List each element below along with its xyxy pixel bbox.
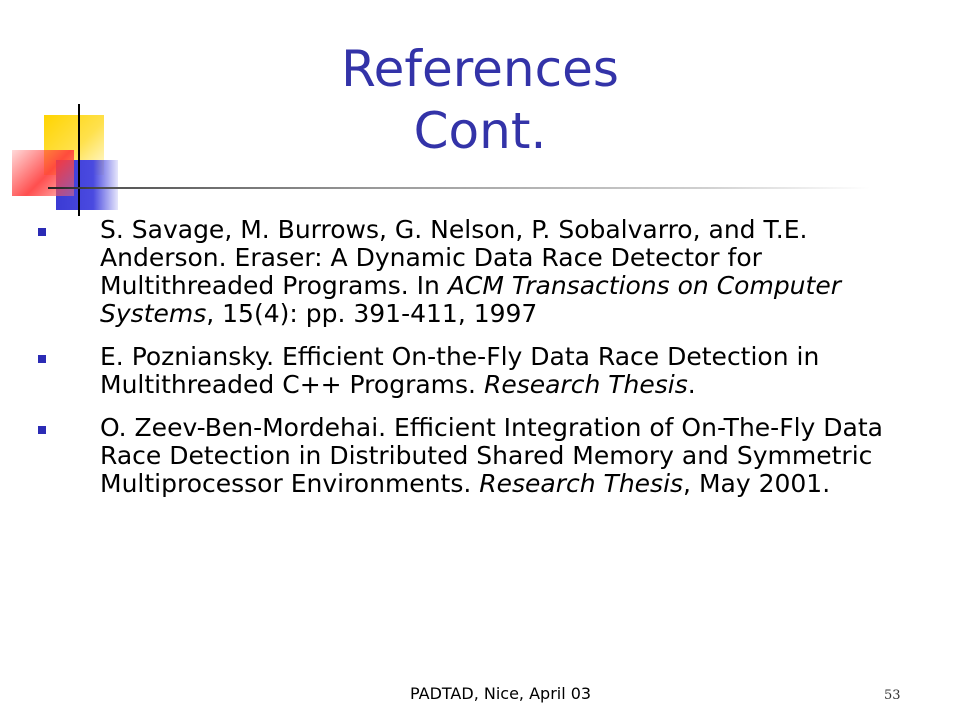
reference-item — [34, 216, 934, 328]
reference-item — [34, 343, 934, 399]
reference-details: , May 2001. — [683, 469, 831, 498]
vertical-rule — [78, 104, 80, 216]
bullet-icon — [38, 426, 46, 434]
title-line-2: Cont. — [413, 102, 547, 160]
page-number: 53 — [884, 688, 901, 703]
reference-venue: Research Thesis — [483, 370, 688, 399]
reference-text: S. Savage, M. Burrows, G. Nelson, P. Sobalvarro, and T.E. Anderson. Eraser: A Dynamic Data Race Detector for Multithreaded Programs. In — [100, 215, 808, 300]
title-underline-rule — [48, 187, 870, 189]
reference-venue: Research Thesis — [479, 469, 684, 498]
slide-footer: PADTAD, Nice, April 03 — [410, 684, 592, 703]
reference-details: . — [687, 370, 696, 399]
reference-list — [34, 216, 934, 513]
bullet-icon — [38, 228, 46, 236]
bullet-icon — [38, 355, 46, 363]
reference-text: O. Zeev-Ben-Mordehai. Efficient Integration of On-The-Fly Data Race Detection in Distributed Shared Memory and Symmetric Multiprocessor Environments. — [100, 413, 883, 498]
reference-item — [34, 414, 934, 498]
title-line-1: References — [341, 40, 619, 98]
slide-title — [180, 38, 780, 162]
reference-venue: ACM Transactions on Computer Systems — [100, 271, 841, 328]
corner-decoration — [0, 0, 140, 230]
reference-text: E. Pozniansky. Efficient On-the-Fly Data Race Detection in Multithreaded C++ Programs. — [100, 342, 820, 399]
reference-details: , 15(4): pp. 391-411, 1997 — [206, 299, 538, 328]
red-square-decoration — [12, 150, 74, 196]
